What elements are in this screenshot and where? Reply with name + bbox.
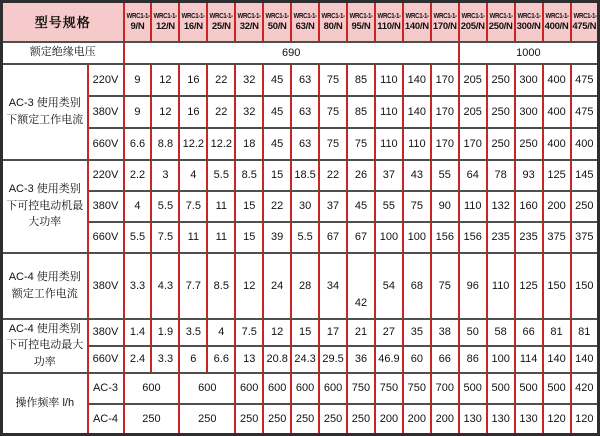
group-label: AC-3 使用类别下额定工作电流 bbox=[2, 64, 88, 160]
value-cell: 156 bbox=[431, 222, 459, 253]
table-row bbox=[2, 191, 599, 222]
model-size-label: 205/N bbox=[460, 20, 485, 32]
value-cell: 36 bbox=[347, 346, 375, 373]
value-cell: 29.5 bbox=[319, 346, 347, 373]
value-cell: 250 bbox=[487, 64, 515, 96]
value-cell: 11 bbox=[207, 222, 235, 253]
sub-row-label: 220V bbox=[88, 64, 124, 96]
value-cell: 12 bbox=[151, 96, 179, 128]
value-cell: 4.3 bbox=[151, 253, 179, 319]
value-cell: 200 bbox=[543, 191, 571, 222]
model-prefix-label: WRC1-1- bbox=[517, 12, 541, 20]
value-cell: 12.2 bbox=[207, 128, 235, 160]
value-cell: 78 bbox=[487, 160, 515, 191]
sub-row-label: 380V bbox=[88, 96, 124, 128]
value-cell: 205 bbox=[459, 96, 487, 128]
value-cell: 170 bbox=[459, 128, 487, 160]
table-row bbox=[2, 96, 599, 128]
table-row bbox=[2, 373, 599, 404]
value-cell: 600 bbox=[124, 373, 180, 404]
model-size-label: 9/N bbox=[130, 20, 145, 32]
value-cell: 11 bbox=[179, 222, 207, 253]
table-row bbox=[2, 128, 599, 160]
value-cell: 100 bbox=[403, 222, 431, 253]
value-cell: 16 bbox=[179, 64, 207, 96]
value-cell: 235 bbox=[487, 222, 515, 253]
value-cell: 600 bbox=[291, 373, 319, 404]
value-cell: 7.5 bbox=[151, 222, 179, 253]
model-size-label: 32/N bbox=[239, 20, 259, 32]
value-cell: 85 bbox=[347, 64, 375, 96]
value-cell: 250 bbox=[571, 191, 599, 222]
value-cell: 4 bbox=[207, 319, 235, 346]
column-header bbox=[263, 2, 291, 42]
value-cell: 160 bbox=[515, 191, 543, 222]
table-row bbox=[2, 346, 599, 373]
model-prefix-label: WRC1-1- bbox=[293, 12, 317, 20]
value-cell: 66 bbox=[431, 346, 459, 373]
value-cell: 6.6 bbox=[124, 128, 152, 160]
value-cell: 66 bbox=[515, 319, 543, 346]
value-cell: 8.5 bbox=[207, 253, 235, 319]
model-prefix-label: WRC1-1- bbox=[405, 12, 429, 20]
value-cell: 110 bbox=[487, 253, 515, 319]
value-cell: 500 bbox=[543, 373, 571, 404]
model-prefix-label: WRC1-1- bbox=[433, 12, 457, 20]
value-cell: 12 bbox=[235, 253, 263, 319]
value-cell: 3.5 bbox=[179, 319, 207, 346]
value-cell: 17 bbox=[319, 319, 347, 346]
group-label: AC-4 使用类别下可控电动最大功率 bbox=[2, 319, 88, 373]
value-cell: 12 bbox=[151, 64, 179, 96]
value-cell: 250 bbox=[291, 404, 319, 435]
value-cell: 16 bbox=[179, 96, 207, 128]
value-cell: 22 bbox=[263, 191, 291, 222]
value-cell: 1.9 bbox=[151, 319, 179, 346]
column-header bbox=[319, 2, 347, 42]
model-prefix-label: WRC1-1- bbox=[126, 12, 150, 20]
value-cell: 20.8 bbox=[263, 346, 291, 373]
value-cell: 24 bbox=[263, 253, 291, 319]
value-cell: 26 bbox=[347, 160, 375, 191]
value-cell: 110 bbox=[459, 191, 487, 222]
value-cell: 63 bbox=[291, 96, 319, 128]
value-cell: 93 bbox=[515, 160, 543, 191]
model-size-label: 170/N bbox=[432, 20, 457, 32]
value-cell: 58 bbox=[487, 319, 515, 346]
value-cell: 130 bbox=[487, 404, 515, 435]
value-cell: 12.2 bbox=[179, 128, 207, 160]
value-cell: 420 bbox=[571, 373, 599, 404]
value-cell: 375 bbox=[543, 222, 571, 253]
value-cell: 85 bbox=[347, 96, 375, 128]
value-cell: 3.3 bbox=[124, 253, 152, 319]
model-spec-header: 型号规格 bbox=[2, 2, 124, 42]
value-cell: 39 bbox=[263, 222, 291, 253]
insulation-voltage-value: 1000 bbox=[459, 42, 599, 64]
insulation-voltage-value: 690 bbox=[124, 42, 459, 64]
value-cell: 600 bbox=[235, 373, 263, 404]
model-size-label: 80/N bbox=[323, 20, 343, 32]
value-cell: 63 bbox=[291, 64, 319, 96]
value-cell: 170 bbox=[431, 96, 459, 128]
value-cell: 125 bbox=[543, 160, 571, 191]
value-cell: 3.3 bbox=[151, 346, 179, 373]
column-header bbox=[291, 2, 319, 42]
value-cell: 500 bbox=[515, 373, 543, 404]
value-cell: 64 bbox=[459, 160, 487, 191]
value-cell: 132 bbox=[487, 191, 515, 222]
value-cell: 140 bbox=[543, 346, 571, 373]
value-cell: 11 bbox=[207, 191, 235, 222]
value-cell: 35 bbox=[403, 319, 431, 346]
value-cell: 86 bbox=[459, 346, 487, 373]
spec-table-body bbox=[2, 2, 599, 435]
value-cell: 75 bbox=[431, 253, 459, 319]
value-cell: 750 bbox=[403, 373, 431, 404]
model-size-label: 140/N bbox=[404, 20, 429, 32]
sub-row-label: 380V bbox=[88, 253, 124, 319]
column-header bbox=[487, 2, 515, 42]
value-cell: 300 bbox=[515, 64, 543, 96]
value-cell: 45 bbox=[263, 64, 291, 96]
value-cell: 7.7 bbox=[179, 253, 207, 319]
value-cell: 21 bbox=[347, 319, 375, 346]
column-header bbox=[151, 2, 179, 42]
value-cell: 75 bbox=[403, 191, 431, 222]
value-cell: 114 bbox=[515, 346, 543, 373]
value-cell: 67 bbox=[319, 222, 347, 253]
column-header bbox=[179, 2, 207, 42]
table-row bbox=[2, 404, 599, 435]
model-prefix-label: WRC1-1- bbox=[489, 12, 513, 20]
insulation-voltage-row bbox=[2, 42, 599, 64]
value-cell: 475 bbox=[571, 64, 599, 96]
value-cell: 6 bbox=[179, 346, 207, 373]
value-cell: 110 bbox=[375, 64, 403, 96]
value-cell: 81 bbox=[543, 319, 571, 346]
value-cell: 6.6 bbox=[207, 346, 235, 373]
value-cell: 110 bbox=[403, 128, 431, 160]
value-cell: 2.2 bbox=[124, 160, 152, 191]
value-cell: 1.4 bbox=[124, 319, 152, 346]
model-size-label: 16/N bbox=[183, 20, 203, 32]
model-prefix-label: WRC1-1- bbox=[573, 12, 597, 20]
value-cell: 140 bbox=[403, 64, 431, 96]
column-header bbox=[235, 2, 263, 42]
value-cell: 67 bbox=[347, 222, 375, 253]
insulation-voltage-label: 额定绝缘电压 bbox=[2, 42, 124, 64]
value-cell: 7.5 bbox=[235, 319, 263, 346]
value-cell: 250 bbox=[487, 128, 515, 160]
value-cell: 54 bbox=[375, 253, 403, 319]
value-cell: 235 bbox=[515, 222, 543, 253]
value-cell: 200 bbox=[403, 404, 431, 435]
sub-row-label: AC-4 bbox=[88, 404, 124, 435]
table-row bbox=[2, 253, 599, 319]
value-cell: 8.5 bbox=[235, 160, 263, 191]
value-cell: 500 bbox=[487, 373, 515, 404]
value-cell: 46.9 bbox=[375, 346, 403, 373]
value-cell: 700 bbox=[431, 373, 459, 404]
model-size-label: 25/N bbox=[211, 20, 231, 32]
value-cell: 42 bbox=[347, 253, 375, 319]
value-cell: 45 bbox=[263, 96, 291, 128]
value-cell: 125 bbox=[515, 253, 543, 319]
value-cell: 150 bbox=[571, 253, 599, 319]
model-size-label: 400/N bbox=[544, 20, 569, 32]
value-cell: 45 bbox=[263, 128, 291, 160]
value-cell: 140 bbox=[403, 96, 431, 128]
model-prefix-label: WRC1-1- bbox=[377, 12, 401, 20]
value-cell: 250 bbox=[347, 404, 375, 435]
value-cell: 13 bbox=[235, 346, 263, 373]
value-cell: 4 bbox=[179, 160, 207, 191]
value-cell: 250 bbox=[487, 96, 515, 128]
value-cell: 170 bbox=[431, 128, 459, 160]
value-cell: 5.5 bbox=[124, 222, 152, 253]
value-cell: 63 bbox=[291, 128, 319, 160]
column-header bbox=[403, 2, 431, 42]
value-cell: 55 bbox=[375, 191, 403, 222]
column-header bbox=[459, 2, 487, 42]
value-cell: 750 bbox=[347, 373, 375, 404]
value-cell: 250 bbox=[515, 128, 543, 160]
value-cell: 9 bbox=[124, 96, 152, 128]
model-prefix-label: WRC1-1- bbox=[461, 12, 485, 20]
sub-row-label: 660V bbox=[88, 128, 124, 160]
sub-row-label: 660V bbox=[88, 222, 124, 253]
value-cell: 18.5 bbox=[291, 160, 319, 191]
header-row bbox=[2, 2, 599, 42]
value-cell: 140 bbox=[571, 346, 599, 373]
value-cell: 110 bbox=[375, 96, 403, 128]
value-cell: 32 bbox=[235, 64, 263, 96]
value-cell: 75 bbox=[319, 96, 347, 128]
column-header bbox=[571, 2, 599, 42]
column-header bbox=[543, 2, 571, 42]
table-row bbox=[2, 319, 599, 346]
value-cell: 5.5 bbox=[207, 160, 235, 191]
sub-row-label: 660V bbox=[88, 346, 124, 373]
value-cell: 75 bbox=[347, 128, 375, 160]
value-cell: 250 bbox=[263, 404, 291, 435]
value-cell: 130 bbox=[515, 404, 543, 435]
value-cell: 5.5 bbox=[291, 222, 319, 253]
value-cell: 68 bbox=[403, 253, 431, 319]
value-cell: 30 bbox=[291, 191, 319, 222]
value-cell: 9 bbox=[124, 64, 152, 96]
sub-row-label: 380V bbox=[88, 319, 124, 346]
value-cell: 15 bbox=[291, 319, 319, 346]
value-cell: 250 bbox=[124, 404, 180, 435]
model-size-label: 12/N bbox=[155, 20, 175, 32]
value-cell: 250 bbox=[319, 404, 347, 435]
value-cell: 81 bbox=[571, 319, 599, 346]
value-cell: 600 bbox=[319, 373, 347, 404]
value-cell: 500 bbox=[459, 373, 487, 404]
value-cell: 38 bbox=[431, 319, 459, 346]
value-cell: 145 bbox=[571, 160, 599, 191]
value-cell: 400 bbox=[571, 128, 599, 160]
value-cell: 34 bbox=[319, 253, 347, 319]
value-cell: 60 bbox=[403, 346, 431, 373]
value-cell: 75 bbox=[319, 64, 347, 96]
value-cell: 120 bbox=[543, 404, 571, 435]
value-cell: 100 bbox=[375, 222, 403, 253]
table-row bbox=[2, 222, 599, 253]
value-cell: 32 bbox=[235, 96, 263, 128]
model-prefix-label: WRC1-1- bbox=[209, 12, 234, 20]
sub-row-label: 380V bbox=[88, 191, 124, 222]
value-cell: 75 bbox=[319, 128, 347, 160]
value-cell: 37 bbox=[375, 160, 403, 191]
model-prefix-label: WRC1-1- bbox=[545, 12, 569, 20]
value-cell: 250 bbox=[235, 404, 263, 435]
value-cell: 22 bbox=[207, 96, 235, 128]
column-header bbox=[124, 2, 152, 42]
model-prefix-label: WRC1-1- bbox=[181, 12, 206, 20]
value-cell: 8.8 bbox=[151, 128, 179, 160]
table-row bbox=[2, 64, 599, 96]
model-size-label: 475/N bbox=[572, 20, 597, 32]
value-cell: 96 bbox=[459, 253, 487, 319]
value-cell: 400 bbox=[543, 128, 571, 160]
value-cell: 5.5 bbox=[151, 191, 179, 222]
value-cell: 200 bbox=[375, 404, 403, 435]
value-cell: 110 bbox=[375, 128, 403, 160]
model-size-label: 110/N bbox=[377, 20, 401, 32]
model-size-label: 300/N bbox=[516, 20, 541, 32]
value-cell: 750 bbox=[375, 373, 403, 404]
model-prefix-label: WRC1-1- bbox=[154, 12, 178, 20]
value-cell: 55 bbox=[431, 160, 459, 191]
value-cell: 28 bbox=[291, 253, 319, 319]
value-cell: 18 bbox=[235, 128, 263, 160]
value-cell: 600 bbox=[263, 373, 291, 404]
column-header bbox=[431, 2, 459, 42]
column-header bbox=[207, 2, 235, 42]
value-cell: 100 bbox=[487, 346, 515, 373]
value-cell: 45 bbox=[347, 191, 375, 222]
value-cell: 7.5 bbox=[179, 191, 207, 222]
value-cell: 400 bbox=[543, 64, 571, 96]
value-cell: 200 bbox=[431, 404, 459, 435]
value-cell: 12 bbox=[263, 319, 291, 346]
value-cell: 600 bbox=[179, 373, 235, 404]
value-cell: 2.4 bbox=[124, 346, 152, 373]
value-cell: 22 bbox=[207, 64, 235, 96]
value-cell: 27 bbox=[375, 319, 403, 346]
value-cell: 37 bbox=[319, 191, 347, 222]
value-cell: 475 bbox=[571, 96, 599, 128]
model-prefix-label: WRC1-1- bbox=[349, 12, 373, 20]
value-cell: 3 bbox=[151, 160, 179, 191]
column-header bbox=[347, 2, 375, 42]
value-cell: 90 bbox=[431, 191, 459, 222]
model-size-label: 95/N bbox=[351, 20, 371, 32]
value-cell: 15 bbox=[263, 160, 291, 191]
value-cell: 15 bbox=[235, 191, 263, 222]
table-row bbox=[2, 160, 599, 191]
value-cell: 50 bbox=[459, 319, 487, 346]
model-size-label: 63/N bbox=[295, 20, 315, 32]
model-size-label: 250/N bbox=[488, 20, 513, 32]
value-cell: 4 bbox=[124, 191, 152, 222]
column-header bbox=[515, 2, 543, 42]
value-cell: 15 bbox=[235, 222, 263, 253]
value-cell: 205 bbox=[459, 64, 487, 96]
value-cell: 24.3 bbox=[291, 346, 319, 373]
value-cell: 170 bbox=[431, 64, 459, 96]
group-label: 操作频率 l/h bbox=[2, 373, 88, 435]
sub-row-label: AC-3 bbox=[88, 373, 124, 404]
value-cell: 250 bbox=[179, 404, 235, 435]
model-prefix-label: WRC1-1- bbox=[237, 12, 262, 20]
column-header bbox=[375, 2, 403, 42]
sub-row-label: 220V bbox=[88, 160, 124, 191]
value-cell: 43 bbox=[403, 160, 431, 191]
value-cell: 300 bbox=[515, 96, 543, 128]
value-cell: 130 bbox=[459, 404, 487, 435]
value-cell: 400 bbox=[543, 96, 571, 128]
value-cell: 150 bbox=[543, 253, 571, 319]
value-cell: 375 bbox=[571, 222, 599, 253]
value-cell: 22 bbox=[319, 160, 347, 191]
model-prefix-label: WRC1-1- bbox=[265, 12, 289, 20]
model-size-label: 50/N bbox=[267, 20, 287, 32]
model-prefix-label: WRC1-1- bbox=[321, 12, 345, 20]
group-label: AC-4 使用类别额定工作电流 bbox=[2, 253, 88, 319]
value-cell: 120 bbox=[571, 404, 599, 435]
group-label: AC-3 使用类别下可控电动机最大功率 bbox=[2, 160, 88, 253]
value-cell: 156 bbox=[459, 222, 487, 253]
